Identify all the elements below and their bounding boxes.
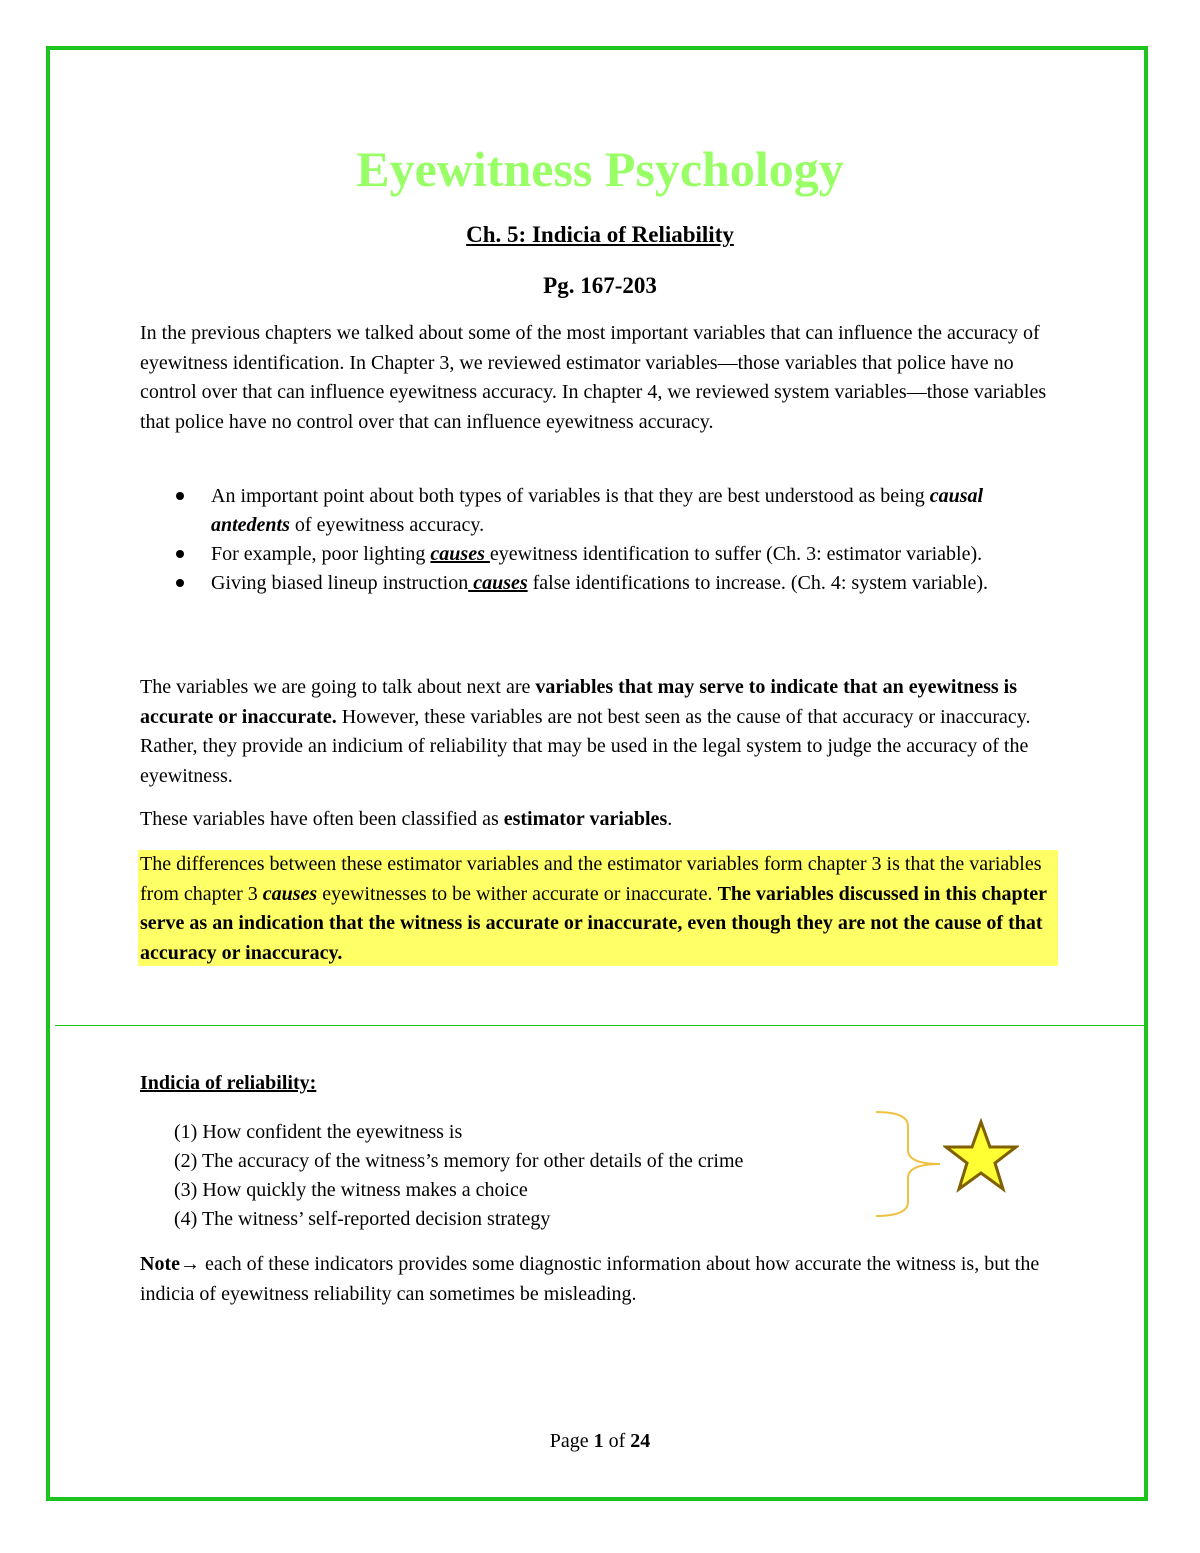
list-item: (1) How confident the eyewitness is (174, 1121, 463, 1143)
note-label: Note (140, 1253, 180, 1275)
star-icon (943, 1118, 1019, 1194)
right-brace-icon (870, 1108, 946, 1220)
indicia-list (174, 1118, 743, 1234)
variables-paragraph: The variables we are going to talk about next are variables that may serve to indicate that an eyewitness is accurate or inaccurate. However, these variables are not best seen as the cause of that accuracy or inaccuracy. Rather, they provide an indicium of reliability that may be used in the legal system to judge the accuracy of the eyewitness. (140, 676, 1031, 787)
bullet-dot-icon (176, 492, 184, 500)
list-item: (4) The witness’ self-reported decision strategy (174, 1208, 551, 1230)
page-total: 24 (630, 1430, 651, 1452)
list-item: (2) The accuracy of the witness’s memory for other details of the crime (174, 1150, 744, 1172)
section-divider (55, 1025, 1147, 1026)
bullet-dot-icon (176, 550, 184, 558)
indicia-heading: Indicia of reliability: (140, 1072, 317, 1094)
bullet-dot-icon (176, 579, 184, 587)
bullet-item: For example, poor lighting causes eyewitness identification to suffer (Ch. 3: estimator variable). (140, 540, 1060, 569)
page-range: Pg. 167-203 (543, 273, 657, 298)
bullet-item: Giving biased lineup instruction causes false identifications to increase. (Ch. 4: system variable). (140, 569, 1060, 598)
highlighted-paragraph: The differences between these estimator variables and the estimator variables form chapter 3 is that the variables from chapter 3 causes eyewitnesses to be wither accurate or inaccurate. The variables discussed in this chapter serve as an indication that the witness is accurate or inaccurate, even though they are not the cause of that accuracy or inaccuracy. (140, 853, 1047, 964)
intro-paragraph: In the previous chapters we talked about some of the most important variables that can influence the accuracy of eyewitness identification. In Chapter 3, we reviewed estimator variables—those variables that police have no control over that can influence eyewitness accuracy. In chapter 4, we reviewed system variables—those variables that police have no control over that can influence eyewitness accuracy. (140, 322, 1047, 433)
bullet-list (140, 482, 1060, 598)
page-footer: Page 1 of 24 (549, 1430, 651, 1452)
emphasis-text: causes (468, 572, 528, 594)
emphasis-text: causal antedents (211, 485, 984, 536)
note-paragraph: Note→ each of these indicators provides some diagnostic information about how accurate the witness is, but the indicia of eyewitness reliability can sometimes be misleading. (140, 1253, 1040, 1305)
emphasis-text: causes (430, 543, 490, 565)
chapter-heading: Ch. 5: Indicia of Reliability (466, 222, 734, 247)
page-number: 1 (593, 1430, 604, 1452)
classification-paragraph: These variables have often been classified as estimator variables. (140, 808, 673, 830)
bullet-item: An important point about both types of variables is that they are best understood as being causal antedents of eyewitness accuracy. (140, 482, 1060, 540)
document-title: Eyewitness Psychology (356, 141, 844, 197)
list-item: (3) How quickly the witness makes a choice (174, 1179, 528, 1201)
right-arrow-icon: → (179, 1253, 200, 1275)
